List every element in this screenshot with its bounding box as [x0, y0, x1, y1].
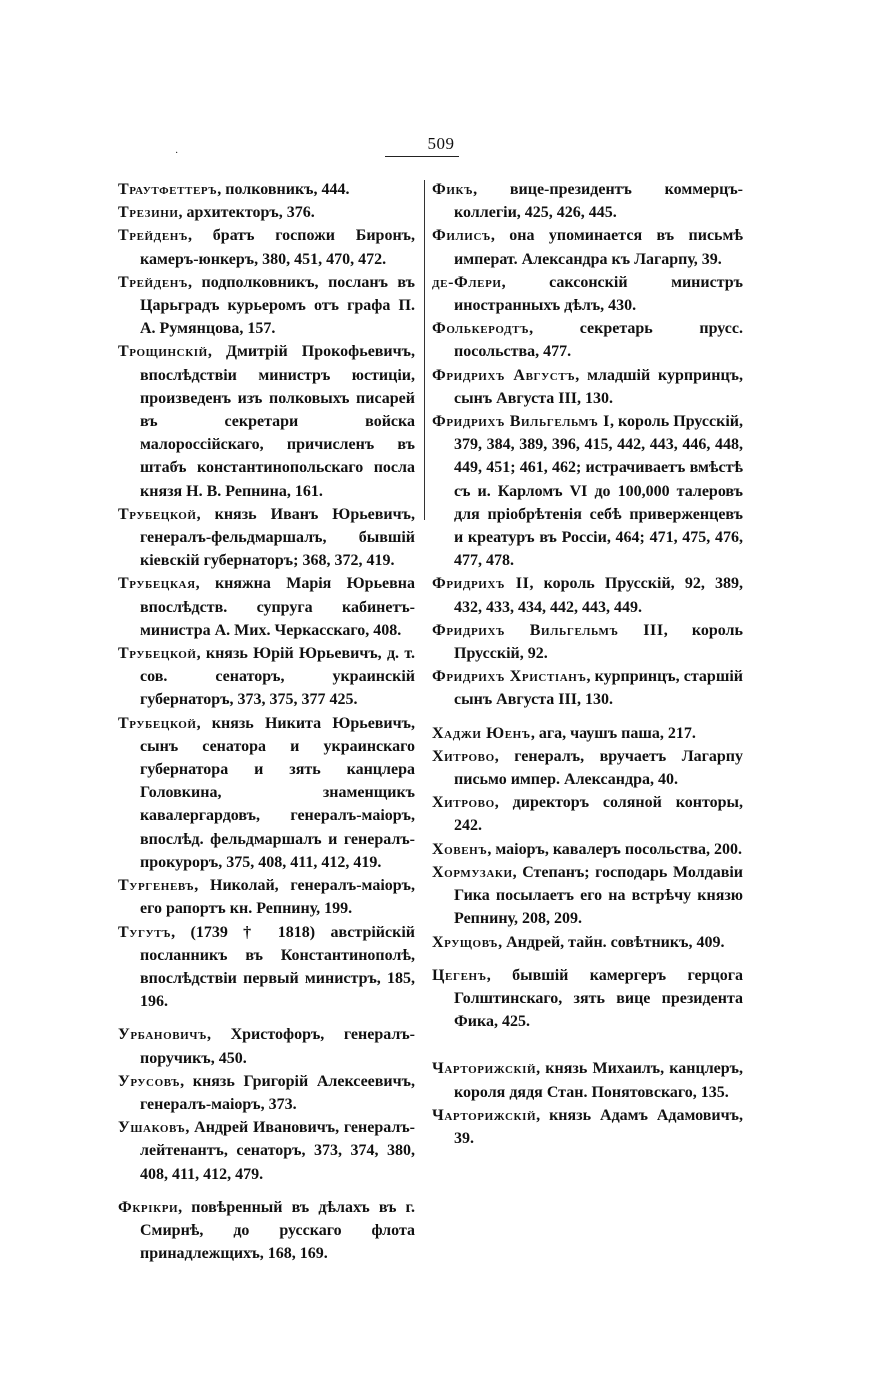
index-entry: [118, 1116, 415, 1186]
entry-text: , директоръ соляной конторы, 242.: [454, 794, 743, 835]
entry-headword: Тугутъ: [118, 923, 172, 941]
entry-text: , она упоминается въ письмѣ императ. Александра къ Лагарпу, 39.: [454, 227, 743, 268]
entry-text: , Андрей Ивановичъ, генералъ-лейтенантъ, сенаторъ, 373, 374, 380, 408, 411, 412, 479.: [140, 1119, 415, 1183]
entry-text: , князь Адамъ Адамовичъ, 39.: [454, 1106, 743, 1147]
page-speck: ·: [175, 148, 179, 159]
entry-headword: Фкрікри: [118, 1198, 179, 1216]
index-entry: [118, 178, 415, 201]
entry-text: , архитекторъ, 376.: [178, 204, 315, 222]
page-number: 509: [427, 134, 455, 153]
index-entry: [432, 410, 743, 572]
index-entry: [118, 712, 415, 874]
index-entry: [432, 572, 743, 618]
entry-headword: Урбановичъ: [118, 1026, 208, 1044]
entry-text: , король Прусскій, 379, 384, 389, 396, 415, 442, 443, 446, 448, 449, 451; 461, 462; истрачиваетъ вмѣстѣ съ и. Карломъ VI до 100,000 талеровъ для пріобрѣтенія себѣ приверженцевъ и креатуръ въ Россіи, 464; 471, 475, 476, 477, 478.: [454, 413, 743, 570]
index-entry: [432, 791, 743, 837]
index-entry: [118, 921, 415, 1014]
index-entry: [118, 224, 415, 270]
entry-headword: Чарторижскій: [432, 1060, 537, 1078]
entry-headword: Хормузаки: [432, 863, 513, 881]
entry-text: , Христофоръ, генералъ-поручикъ, 450.: [140, 1026, 415, 1067]
entry-text: , князь Иванъ Юрьевичъ, генералъ-фельдмаршалъ, бывшій кіевскій губернаторъ; 368, 372, 419.: [140, 505, 415, 570]
entry-text: , (1739 † 1818) австрійскій посланникъ въ Константинополѣ, впослѣдствіи первый министръ, 185, 196.: [140, 923, 415, 1011]
left-column: [118, 178, 415, 1265]
entry-text: , князь Григорій Алексеевичъ, генералъ-маіоръ, 373.: [140, 1072, 415, 1113]
index-entry: [432, 931, 743, 954]
index-entry: [432, 1057, 743, 1103]
index-entry: [432, 964, 743, 1034]
entry-headword: Трейденъ: [118, 227, 188, 245]
entry-text: , ага, чаушъ паша, 217.: [530, 724, 696, 742]
index-entry: [118, 1023, 415, 1069]
entry-headword: Ушаковъ: [118, 1119, 186, 1137]
index-entry: [118, 1070, 415, 1116]
index-entry: [432, 619, 743, 665]
entry-headword: Ховенъ: [432, 840, 488, 858]
index-entry: [432, 271, 743, 317]
entry-text: , бывшій камергеръ герцога Голштинскаго, зять вице президента Фика, 425.: [454, 966, 743, 1031]
entry-headword: Филисъ: [432, 227, 491, 245]
index-entry: [432, 745, 743, 791]
entry-headword: Тургеневъ: [118, 877, 195, 895]
entry-headword: де-Флери: [432, 273, 502, 291]
index-entry: [432, 665, 743, 711]
entry-headword: Трубецкая: [118, 575, 196, 593]
entry-headword: Трейденъ: [118, 273, 188, 291]
entry-headword: Хаджи Юенъ: [432, 724, 531, 742]
index-entry: [118, 874, 415, 920]
index-entry: [432, 178, 743, 224]
entry-headword: Фридрихъ Вильгельмъ III: [432, 621, 664, 639]
entry-text: , курпринцъ, старшій сынъ Августа III, 130.: [454, 668, 743, 709]
entry-text: , князь Юрій Юрьевичъ, д. т. сов. сенаторъ, украинскій губернаторъ, 373, 375, 377 425.: [140, 645, 415, 709]
entry-text: , генералъ, вручаетъ Лагарпу письмо импер. Александра, 40.: [454, 747, 743, 789]
entry-text: , повѣренный въ дѣлахъ въ г. Смирнѣ, до русскаго флота принадлежщихъ, 168, 169.: [140, 1198, 415, 1263]
index-entry: [432, 838, 743, 861]
entry-text: , Степанъ; господарь Молдавіи Гика посылаетъ его на встрѣчу князю Репнину, 208, 209.: [454, 863, 743, 928]
entry-headword: Трубецкой: [118, 645, 197, 663]
entry-headword: Трощинскій: [118, 343, 208, 361]
entry-headword: Трезини: [118, 204, 179, 222]
header-rule: [385, 156, 459, 157]
entry-text: , Дмитрій Прокофьевичъ, впослѣдствіи министръ юстиціи, произведенъ изъ полковыхъ писарей въ секретари войска малороссійскаго, причисленъ въ штабъ константинопольскаго посла князя Н. В. Репнина, 161.: [140, 343, 415, 500]
entry-headword: Хитрово: [432, 747, 495, 765]
entry-headword: Фридрихъ II: [432, 575, 530, 593]
entry-text: , братъ госпожи Биронъ, камеръ-юнкеръ, 380, 451, 470, 472.: [140, 227, 415, 268]
entry-headword: Чарторижскій: [432, 1106, 537, 1124]
column-divider: [424, 180, 425, 520]
entry-headword: Траутфеттеръ: [118, 181, 218, 198]
entry-headword: Фикъ: [432, 181, 474, 198]
index-entry: [432, 722, 743, 745]
entry-text: , Андрей, тайн. совѣтникъ, 409.: [498, 933, 725, 951]
index-entry: [118, 201, 415, 224]
entry-headword: Трубецкой: [118, 505, 197, 523]
entry-headword: Фридрихъ Христіанъ: [432, 668, 587, 686]
entry-text: , князь Никита Юрьевичъ, сынъ сенатора и украинскаго губернатора и зять канцлера Головкина, знаменщикъ кавалергардовъ, генералъ-маіоръ, впослѣд. фельдмаршалъ и генералъ-прокуроръ, 375, 408, 411, 412, 419.: [140, 714, 415, 871]
index-entry: [432, 317, 743, 363]
entry-headword: Фридрихъ Августъ: [432, 366, 576, 384]
index-entry: [118, 572, 415, 642]
section-gap: [432, 1033, 743, 1057]
entry-headword: Цегенъ: [432, 966, 487, 984]
index-entry: [432, 364, 743, 410]
index-entry: [432, 861, 743, 931]
right-column: [432, 178, 743, 1150]
entry-text: , княжна Марія Юрьевна впослѣдств. супруга кабинетъ-министра А. Мих. Черкасскаго, 408.: [140, 575, 415, 639]
entry-text: , полковникъ, 444.: [217, 181, 350, 198]
entry-text: , саксонскій министръ иностранныхъ дѣлъ, 430.: [454, 273, 743, 315]
index-entry: [118, 340, 415, 502]
section-gap: [118, 1013, 415, 1023]
entry-text: , подполковникъ, посланъ въ Царьградъ курьеромъ отъ графа П. А. Румянцова, 157.: [140, 273, 415, 338]
entry-text: , Николай, генералъ-маіоръ, его рапортъ кн. Репнину, 199.: [140, 877, 415, 918]
entry-headword: Урусовъ: [118, 1072, 181, 1090]
index-entry: [432, 1104, 743, 1150]
entry-headword: Трубецкой: [118, 714, 197, 732]
entry-headword: Фридрихъ Вильгельмъ I: [432, 413, 610, 431]
entry-headword: Хрущовъ: [432, 933, 499, 951]
index-entry: [118, 642, 415, 712]
index-entry: [432, 224, 743, 270]
entry-text: , вице-президентъ коммерцъ-коллегіи, 425, 426, 445.: [454, 181, 743, 222]
index-entry: [118, 1196, 415, 1266]
entry-text: , младшій курпринцъ, сынъ Августа III, 130.: [454, 366, 743, 407]
entry-text: , маіоръ, кавалеръ посольства, 200.: [487, 840, 743, 858]
entry-headword: Фолькеродтъ: [432, 320, 530, 338]
section-gap: [432, 712, 743, 722]
section-gap: [118, 1186, 415, 1196]
entry-text: , король Прусскій, 92.: [454, 621, 743, 663]
entry-text: , король Прусскій, 92, 389, 432, 433, 434, 442, 443, 449.: [454, 575, 743, 616]
entry-headword: Хитрово: [432, 794, 495, 812]
index-entry: [118, 503, 415, 573]
entry-text: , секретарь прусс. посольства, 477.: [454, 320, 743, 361]
index-entry: [118, 271, 415, 341]
section-gap: [432, 954, 743, 964]
entry-text: , князь Михаилъ, канцлеръ, короля дядя Стан. Понятовскаго, 135.: [454, 1060, 743, 1101]
